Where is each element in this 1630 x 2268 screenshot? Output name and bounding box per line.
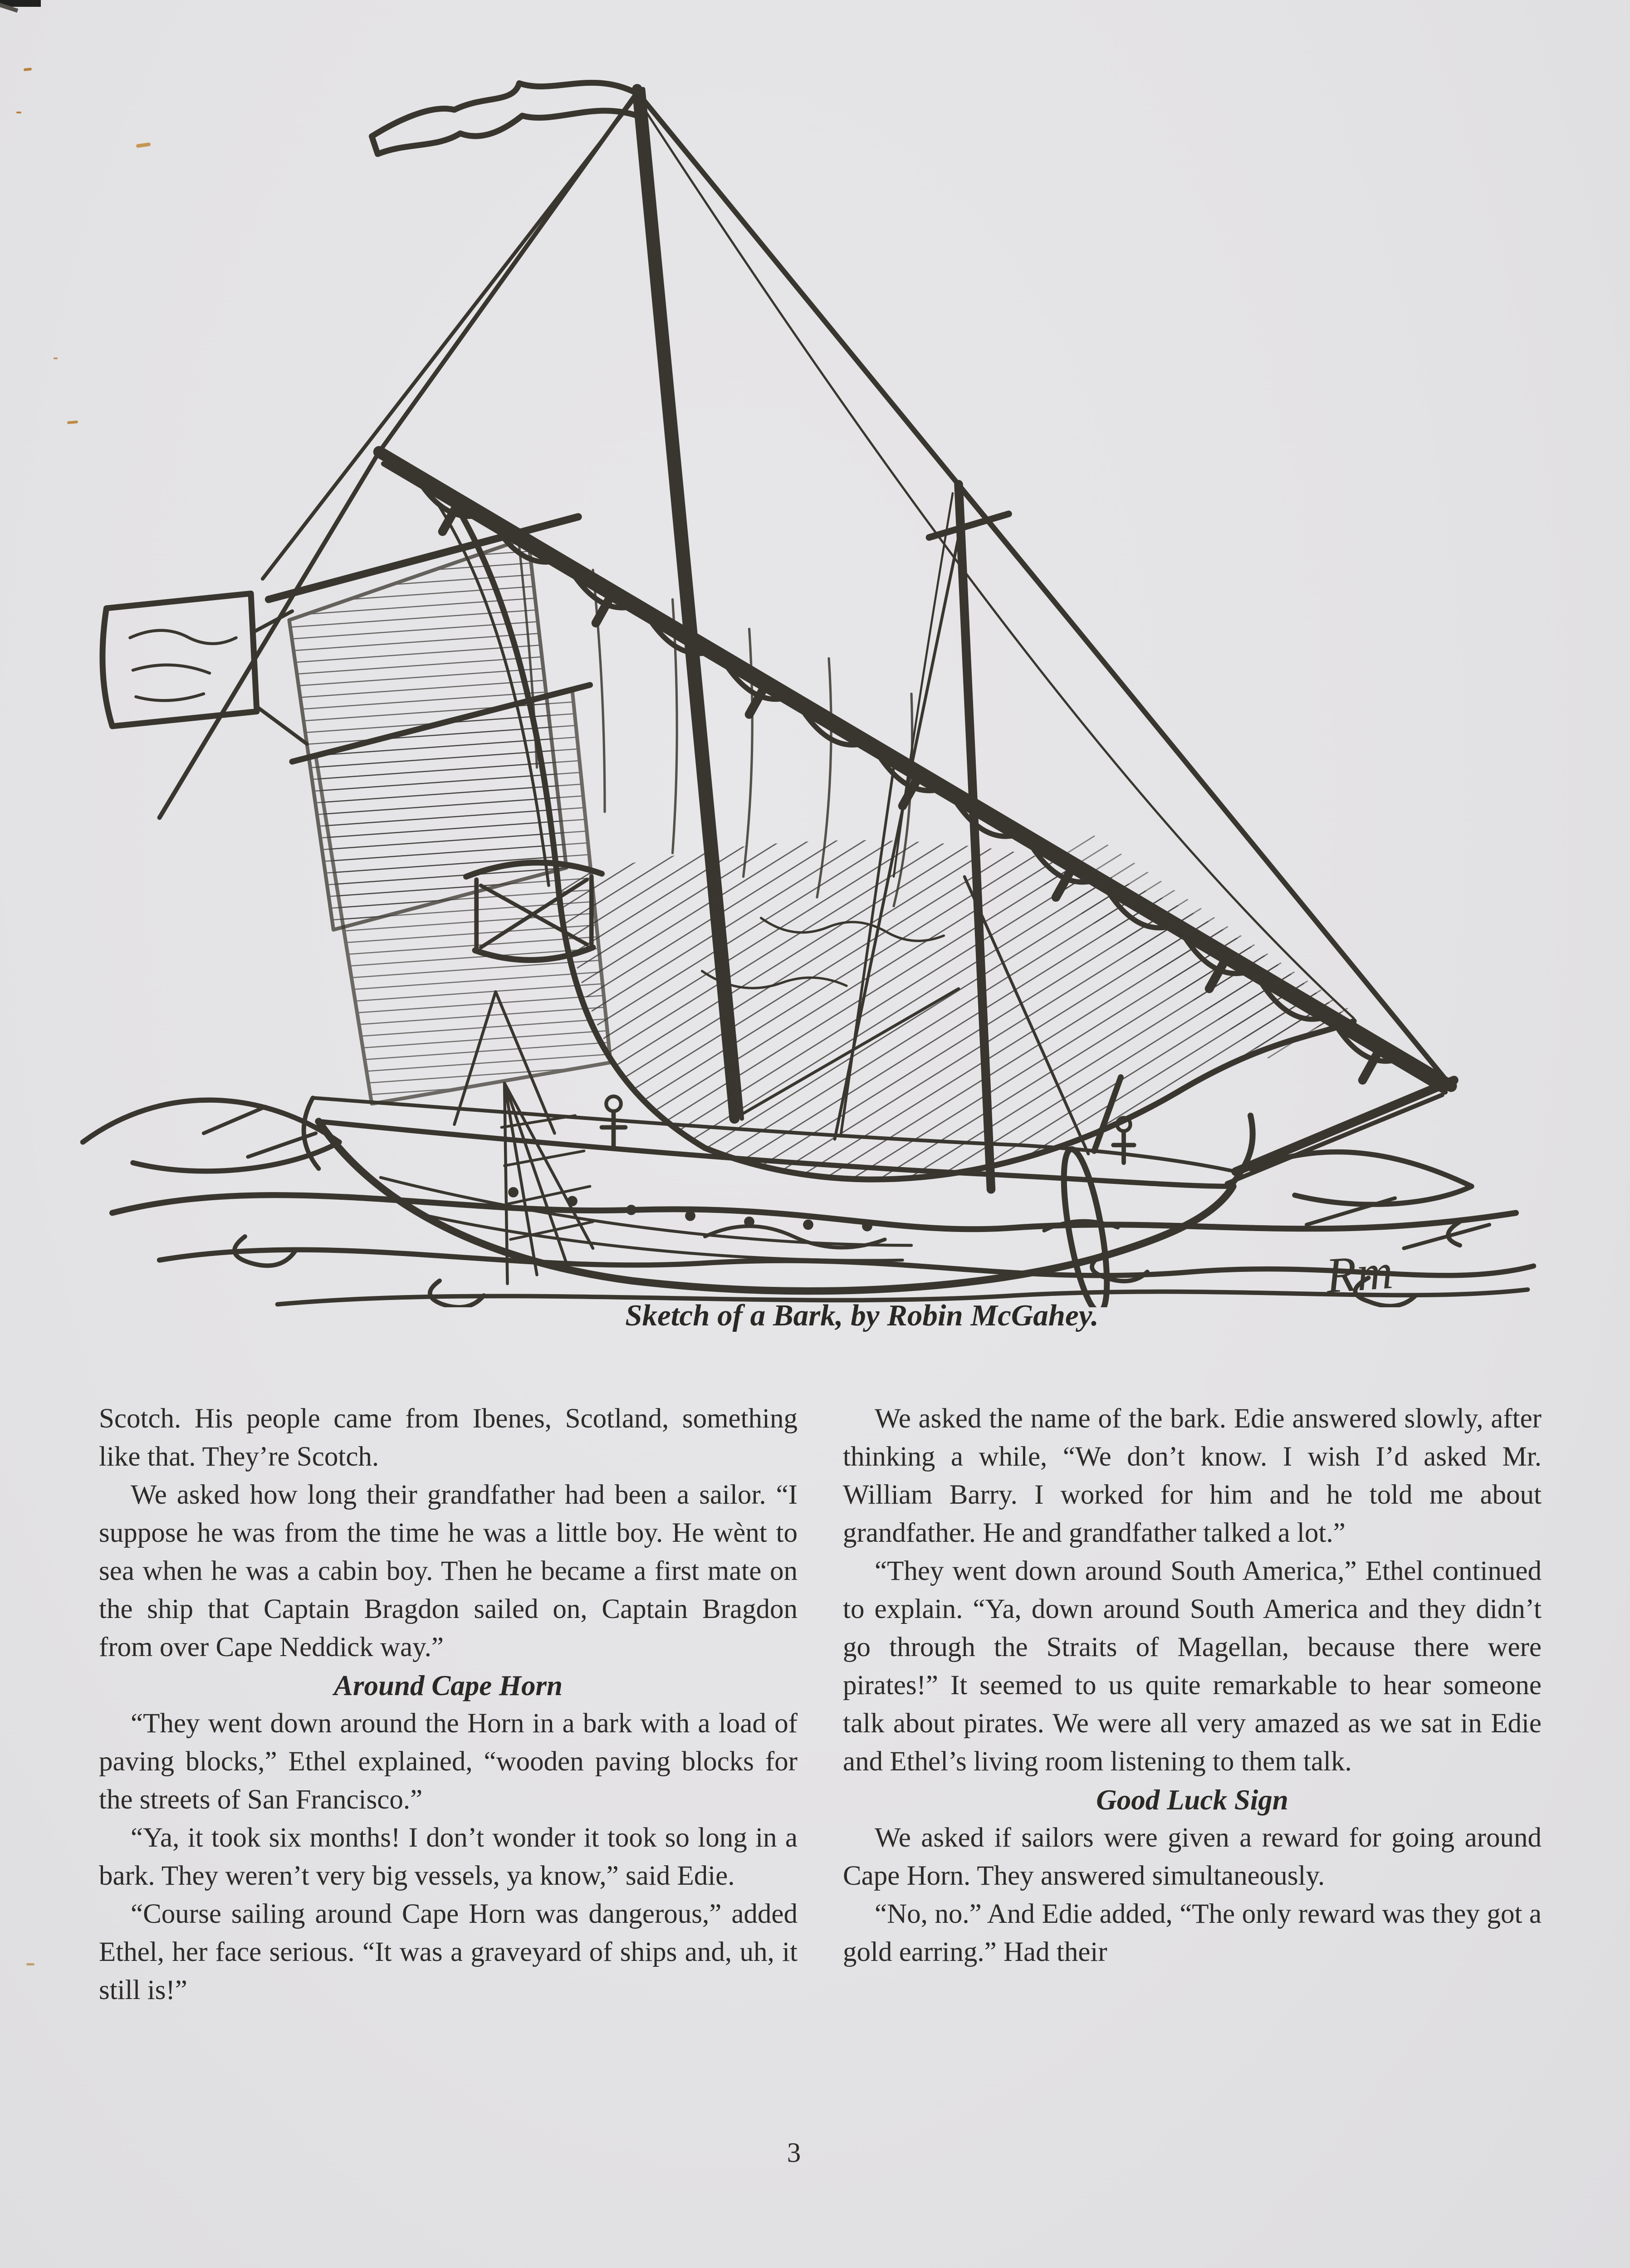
artist-signature: Rm [1324,1243,1395,1304]
paper-speck [16,112,21,113]
paragraph: “Ya, it took six months! I don’t wonder it took so long in a bark. They weren’t very big vessels, ya know,” said Edie. [99,1823,798,1891]
illustration-caption: Sketch of a Bark, by Robin McGahey. [625,1299,1099,1332]
paragraph: “Course sailing around Cape Horn was dangerous,” added Ethel, her face serious. “It was a graveyard of ships and, uh, it still is!” [99,1899,798,2005]
paragraph: “No, no.” And Edie added, “The only reward was they got a gold earring.” Had their [843,1899,1542,1967]
bark-sketch-illustration [68,51,1542,1307]
paragraph: “They went down around the Horn in a bark with a load of paving blocks,” Ethel explained, “wooden paving blocks for the streets of San Francisco.” [99,1708,798,1815]
bark-sketch [68,51,1542,1307]
ensign-flag [103,593,307,744]
text-columns [99,1400,1542,2009]
paper-speck [54,357,58,359]
paragraph: “They went down around South America,” Ethel continued to explain. “Ya, down around South America and they didn’t go through the Straits of Magellan, because there were pirates!” It seemed to us quite remarkable to hear someone talk about pirates. We were all very amazed as we sat in Edie and Ethel’s living room listening to them talk. [843,1556,1542,1777]
paper-speck [26,1963,34,1965]
right-column [843,1400,1542,2009]
paper-speck [24,68,32,71]
subheading-around-cape-horn: Around Cape Horn [333,1670,563,1701]
paragraph: We asked if sailors were given a reward for going around Cape Horn. They answered simultaneously. [843,1823,1542,1891]
paragraph: Scotch. His people came from Ibenes, Scotland, something like that. They’re Scotch. [99,1403,798,1472]
subheading-good-luck-sign: Good Luck Sign [1096,1784,1288,1816]
paragraph: We asked how long their grandfather had been a sailor. “I suppose he was from the time he was a little boy. He wènt to sea when he was a cabin boy. Then he became a first mate on the ship that Captain Bragdon sailed on, Captain Bragdon from over Cape Neddick way.” [99,1480,798,1662]
paragraph: We asked the name of the bark. Edie answered slowly, after thinking a while, “We don’t know. I wish I’d asked Mr. William Barry. I worked for him and he told me about grandfather. He and grandfather talked a lot.” [843,1403,1542,1548]
left-column [99,1400,798,2009]
page-number: 3 [787,2138,801,2168]
fore-sails [269,517,611,1104]
